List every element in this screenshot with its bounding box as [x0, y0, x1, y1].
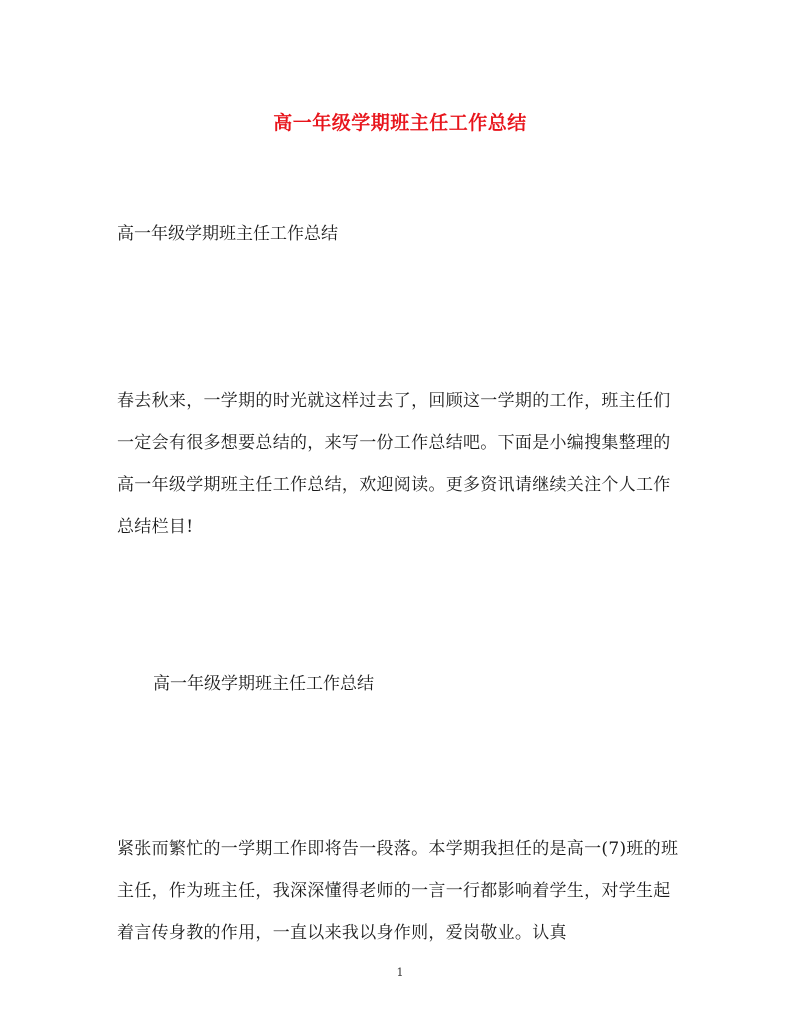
section-heading: 高一年级学期班主任工作总结	[117, 224, 338, 244]
section-subheading: 高一年级学期班主任工作总结	[153, 674, 374, 694]
document-title: 高一年级学期班主任工作总结	[273, 112, 527, 134]
intro-paragraph: 春去秋来，一学期的时光就这样过去了，回顾这一学期的工作，班主任们一定会有很多想要总结的，来写一份工作总结吧。下面是小编搜集整理的高一年级学期班主任工作总结，欢迎阅读。更多资讯请继续关注个人工作总结栏目!	[117, 391, 671, 537]
page-number: 1	[396, 966, 404, 979]
body-paragraph: 紧张而繁忙的一学期工作即将告一段落。本学期我担任的是高一(7)班的班主任，作为班主任，我深深懂得老师的一言一行都影响着学生，对学生起着言传身教的作用，一直以来我以身作则，爱岗敬业。认真	[117, 839, 679, 943]
